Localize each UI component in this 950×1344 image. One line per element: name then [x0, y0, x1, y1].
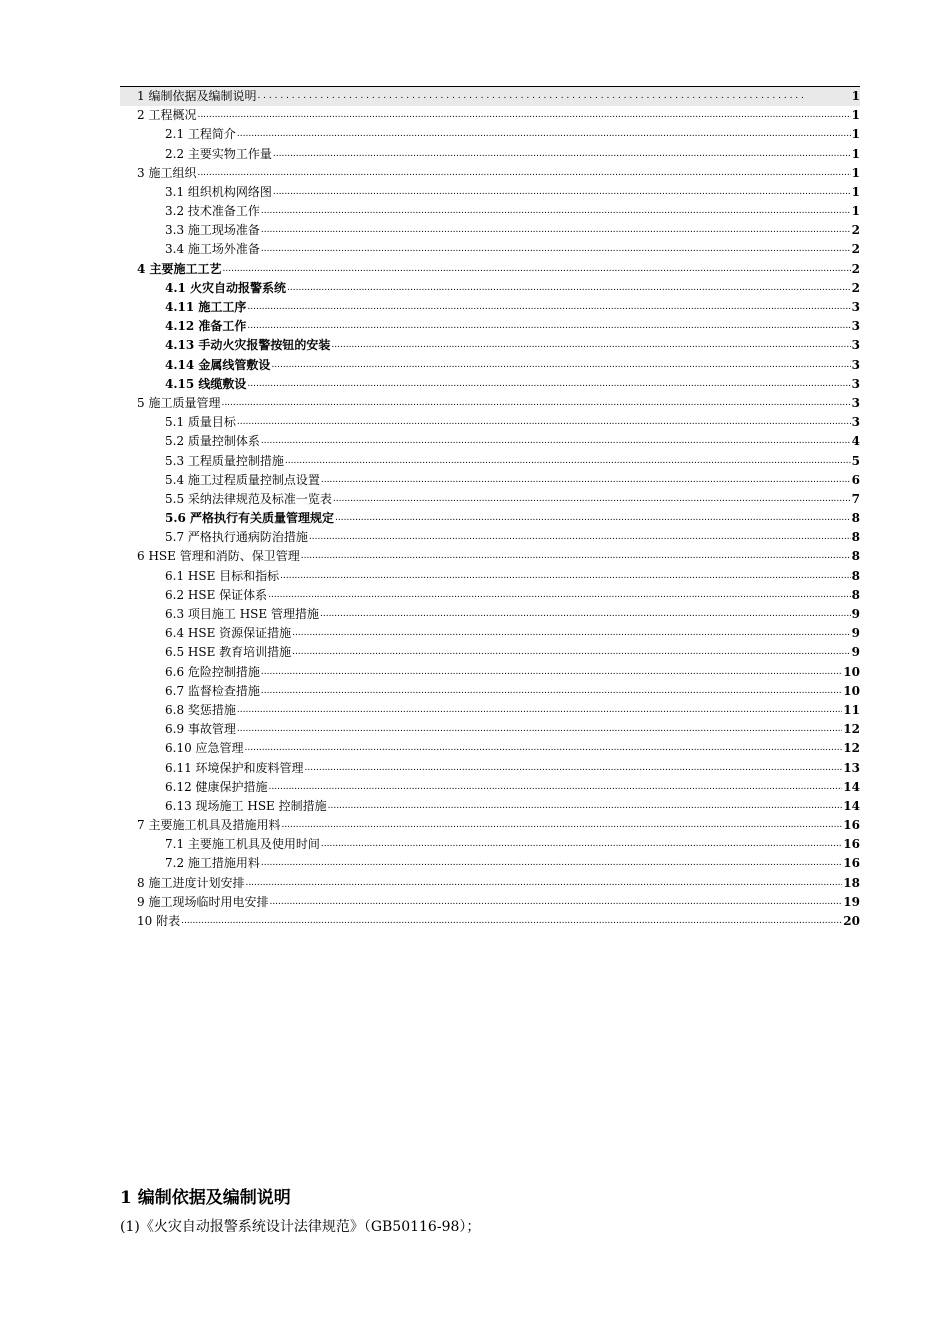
- toc-entry[interactable]: [120, 471, 860, 490]
- toc-entry-label: 5.2 质量控制体系: [165, 434, 260, 449]
- toc-entry-label: 4.11 施工工序: [165, 300, 247, 315]
- toc-page-number: 20: [843, 914, 860, 929]
- toc-entry[interactable]: [120, 183, 860, 202]
- toc-dot-leader: [301, 547, 851, 566]
- toc-dot-leader: [273, 145, 851, 164]
- toc-dot-leader: [181, 912, 842, 931]
- toc-entry[interactable]: [120, 548, 860, 567]
- toc-entry-label: 5.1 质量目标: [165, 415, 236, 430]
- toc-entry[interactable]: [120, 202, 860, 221]
- toc-page-number: 14: [843, 798, 860, 813]
- toc-page-number: 1: [851, 88, 860, 103]
- toc-page-number: 12: [843, 741, 860, 756]
- toc-entry[interactable]: [120, 279, 860, 298]
- toc-dot-leader: [261, 682, 842, 701]
- toc-entry[interactable]: [120, 394, 860, 413]
- toc-entry-label: 4.12 准备工作: [165, 319, 247, 334]
- toc-page-number: 10: [843, 683, 860, 698]
- toc-page-number: 3: [851, 319, 860, 334]
- toc-dot-leader: [320, 605, 851, 624]
- toc-page-number: 9: [851, 626, 860, 641]
- toc-page-number: 5: [851, 453, 860, 468]
- toc-entry-label: 5.6 严格执行有关质量管理规定: [165, 511, 335, 526]
- toc-entry-label: 5.3 工程质量控制措施: [165, 453, 284, 468]
- toc-page-number: 3: [851, 300, 860, 315]
- toc-page-number: 1: [851, 184, 860, 199]
- toc-entry-label: 3.4 施工场外准备: [165, 242, 260, 257]
- toc-page-number: 3: [851, 357, 860, 372]
- table-of-contents: [120, 87, 860, 931]
- toc-dot-leader: [321, 471, 851, 490]
- toc-dot-leader: [247, 317, 850, 336]
- toc-entry-label: 6.12 健康保护措施: [165, 779, 268, 794]
- toc-entry-label: 8 施工进度计划安排: [137, 875, 245, 890]
- toc-entry-label: 5 施工质量管理: [137, 395, 221, 410]
- toc-entry-label: 3.3 施工现场准备: [165, 223, 260, 238]
- toc-dot-leader: [261, 240, 851, 259]
- toc-entry-label: 5.4 施工过程质量控制点设置: [165, 472, 320, 487]
- toc-dot-leader: [331, 336, 850, 355]
- section-heading: 1 编制依据及编制说明: [120, 1188, 291, 1208]
- toc-entry-label: 5.5 采纳法律规范及标准一览表: [165, 491, 332, 506]
- toc-entry-label: 6 HSE 管理和消防、保卫管理: [137, 549, 300, 564]
- toc-dot-leader: [281, 816, 842, 835]
- toc-entry[interactable]: [120, 221, 860, 240]
- toc-page-number: 16: [843, 818, 860, 833]
- toc-entry[interactable]: [120, 317, 860, 336]
- toc-entry-label: 4.15 线缆敷设: [165, 376, 247, 391]
- toc-entry[interactable]: [120, 874, 860, 893]
- toc-entry-label: 6.10 应急管理: [165, 741, 244, 756]
- toc-entry[interactable]: [120, 912, 860, 931]
- toc-entry[interactable]: [120, 893, 860, 912]
- toc-entry-label: 6.6 危险控制措施: [165, 664, 260, 679]
- toc-entry[interactable]: [120, 432, 860, 451]
- toc-dot-leader: [237, 720, 842, 739]
- toc-dot-leader: [261, 663, 842, 682]
- toc-entry-label: 2 工程概况: [137, 108, 197, 123]
- toc-dot-leader: [335, 509, 851, 528]
- toc-entry[interactable]: [120, 356, 860, 375]
- toc-entry[interactable]: [120, 145, 860, 164]
- toc-page-number: 8: [851, 511, 860, 526]
- toc-dot-leader: [245, 739, 843, 758]
- toc-entry[interactable]: [120, 701, 860, 720]
- toc-entry[interactable]: [120, 567, 860, 586]
- toc-entry-label: 7 主要施工机具及措施用料: [137, 818, 281, 833]
- toc-entry-label: 4.14 金属线管敷设: [165, 357, 271, 372]
- toc-dot-leader: [268, 586, 850, 605]
- toc-entry[interactable]: [120, 835, 860, 854]
- toc-page-number: 10: [843, 664, 860, 679]
- toc-entry[interactable]: [120, 490, 860, 509]
- toc-page-number: 19: [843, 894, 860, 909]
- toc-page-number: 16: [843, 856, 860, 871]
- toc-dot-leader: [280, 567, 850, 586]
- toc-dot-leader: [261, 221, 851, 240]
- toc-page-number: 1: [851, 146, 860, 161]
- toc-page-number: 1: [851, 204, 860, 219]
- toc-dot-leader: [333, 490, 851, 509]
- toc-entry-label: 6.13 现场施工 HSE 控制措施: [165, 798, 327, 813]
- toc-page-number: 1: [851, 127, 860, 142]
- toc-dot-leader: [285, 452, 851, 471]
- toc-entry-label: 2.2 主要实物工作量: [165, 146, 272, 161]
- toc-page-number: 11: [843, 702, 860, 717]
- toc-entry[interactable]: [120, 241, 860, 260]
- toc-entry[interactable]: [120, 509, 860, 528]
- toc-entry-label: 6.9 事故管理: [165, 722, 236, 737]
- toc-page-number: 3: [851, 376, 860, 391]
- toc-dot-leader: [305, 759, 843, 778]
- toc-page-number: 4: [851, 434, 860, 449]
- toc-entry[interactable]: [120, 759, 860, 778]
- toc-entry[interactable]: [120, 816, 860, 835]
- toc-page-number: 3: [851, 415, 860, 430]
- toc-page-number: 3: [851, 395, 860, 410]
- toc-entry-label: 6.1 HSE 目标和指标: [165, 568, 280, 583]
- toc-entry[interactable]: [120, 797, 860, 816]
- toc-dot-leader: [221, 394, 850, 413]
- toc-entry-label: 3 施工组织: [137, 165, 197, 180]
- toc-entry[interactable]: [120, 125, 860, 144]
- toc-page-number: 2: [851, 280, 860, 295]
- toc-dot-leader: [197, 106, 850, 125]
- toc-dot-leader: [309, 528, 851, 547]
- toc-dot-leader: [261, 854, 842, 873]
- toc-entry-label: 3.2 技术准备工作: [165, 204, 260, 219]
- toc-entry-label: 5.7 严格执行通病防治措施: [165, 530, 308, 545]
- toc-entry-label: 6.11 环境保护和废料管理: [165, 760, 304, 775]
- toc-entry-label: 7.1 主要施工机具及使用时间: [165, 837, 320, 852]
- toc-dot-leader: [273, 183, 851, 202]
- toc-entry-label: 6.4 HSE 资源保证措施: [165, 626, 292, 641]
- toc-entry[interactable]: [120, 413, 860, 432]
- toc-dot-leader: [237, 125, 851, 144]
- toc-dot-leader: [257, 87, 850, 106]
- toc-entry-label: 3.1 组织机构网络图: [165, 184, 272, 199]
- toc-dot-leader: [292, 624, 850, 643]
- toc-page-number: 9: [851, 645, 860, 660]
- toc-dot-leader: [328, 797, 843, 816]
- toc-entry[interactable]: [120, 164, 860, 183]
- toc-page-number: 2: [851, 242, 860, 257]
- toc-page-number: 3: [851, 338, 860, 353]
- toc-entry[interactable]: [120, 778, 860, 797]
- toc-page-number: 7: [851, 491, 860, 506]
- toc-dot-leader: [261, 202, 851, 221]
- toc-entry-label: 6.3 项目施工 HSE 管理措施: [165, 607, 319, 622]
- toc-entry-label: 6.2 HSE 保证体系: [165, 587, 268, 602]
- toc-page-number: 12: [843, 722, 860, 737]
- toc-dot-leader: [197, 164, 850, 183]
- toc-page-number: 13: [843, 760, 860, 775]
- toc-page-number: 16: [843, 837, 860, 852]
- toc-page-number: 9: [851, 607, 860, 622]
- toc-page-number: 18: [843, 875, 860, 890]
- toc-page-number: 2: [851, 223, 860, 238]
- toc-page-number: 14: [843, 779, 860, 794]
- toc-dot-leader: [261, 432, 851, 451]
- toc-entry-label: 6.7 监督检查措施: [165, 683, 260, 698]
- toc-entry[interactable]: [120, 336, 860, 355]
- toc-page-number: 6: [851, 472, 860, 487]
- toc-entry[interactable]: [120, 643, 860, 662]
- toc-page-number: 8: [851, 530, 860, 545]
- toc-entry-label: 1 编制依据及编制说明: [137, 88, 257, 103]
- toc-entry-label: 10 附表: [137, 914, 181, 929]
- toc-entry[interactable]: [120, 452, 860, 471]
- toc-entry[interactable]: [120, 528, 860, 547]
- toc-entry-label: 9 施工现场临时用电安排: [137, 894, 269, 909]
- toc-dot-leader: [269, 778, 843, 797]
- toc-entry[interactable]: [120, 720, 860, 739]
- toc-dot-leader: [269, 893, 842, 912]
- toc-entry[interactable]: [120, 298, 860, 317]
- toc-dot-leader: [245, 874, 842, 893]
- toc-dot-leader: [247, 375, 850, 394]
- section-paragraph: (1)《火灾自动报警系统设计法律规范》（GB50116-98）；: [120, 1219, 481, 1235]
- toc-dot-leader: [237, 701, 842, 720]
- toc-entry[interactable]: [120, 260, 860, 279]
- toc-page-number: 2: [851, 261, 860, 276]
- toc-dot-leader: [247, 298, 850, 317]
- toc-entry-label: 7.2 施工措施用料: [165, 856, 260, 871]
- toc-page-number: 1: [851, 108, 860, 123]
- toc-entry[interactable]: [120, 375, 860, 394]
- toc-dot-leader: [321, 835, 842, 854]
- toc-entry[interactable]: [120, 624, 860, 643]
- toc-dot-leader: [237, 413, 851, 432]
- toc-entry[interactable]: [120, 586, 860, 605]
- toc-entry[interactable]: [120, 106, 860, 125]
- toc-entry-label: 4.1 火灾自动报警系统: [165, 280, 287, 295]
- toc-entry-label: 4.13 手动火灾报警按钮的安装: [165, 338, 331, 353]
- toc-entry-label: 2.1 工程简介: [165, 127, 236, 142]
- toc-dot-leader: [287, 279, 851, 298]
- toc-dot-leader: [223, 260, 851, 279]
- toc-entry[interactable]: [120, 682, 860, 701]
- toc-page-number: 1: [851, 165, 860, 180]
- toc-dot-leader: [292, 643, 850, 662]
- toc-page-number: 8: [851, 587, 860, 602]
- toc-page-number: 8: [851, 549, 860, 564]
- toc-entry-label: 6.8 奖惩措施: [165, 702, 236, 717]
- toc-entry-label: 6.5 HSE 教育培训措施: [165, 645, 292, 660]
- toc-entry[interactable]: [120, 605, 860, 624]
- toc-entry-label: 4 主要施工工艺: [137, 261, 222, 276]
- toc-entry[interactable]: [120, 663, 860, 682]
- toc-entry[interactable]: [120, 87, 860, 106]
- toc-page-number: 8: [851, 568, 860, 583]
- toc-entry[interactable]: [120, 855, 860, 874]
- toc-dot-leader: [271, 356, 850, 375]
- toc-entry[interactable]: [120, 739, 860, 758]
